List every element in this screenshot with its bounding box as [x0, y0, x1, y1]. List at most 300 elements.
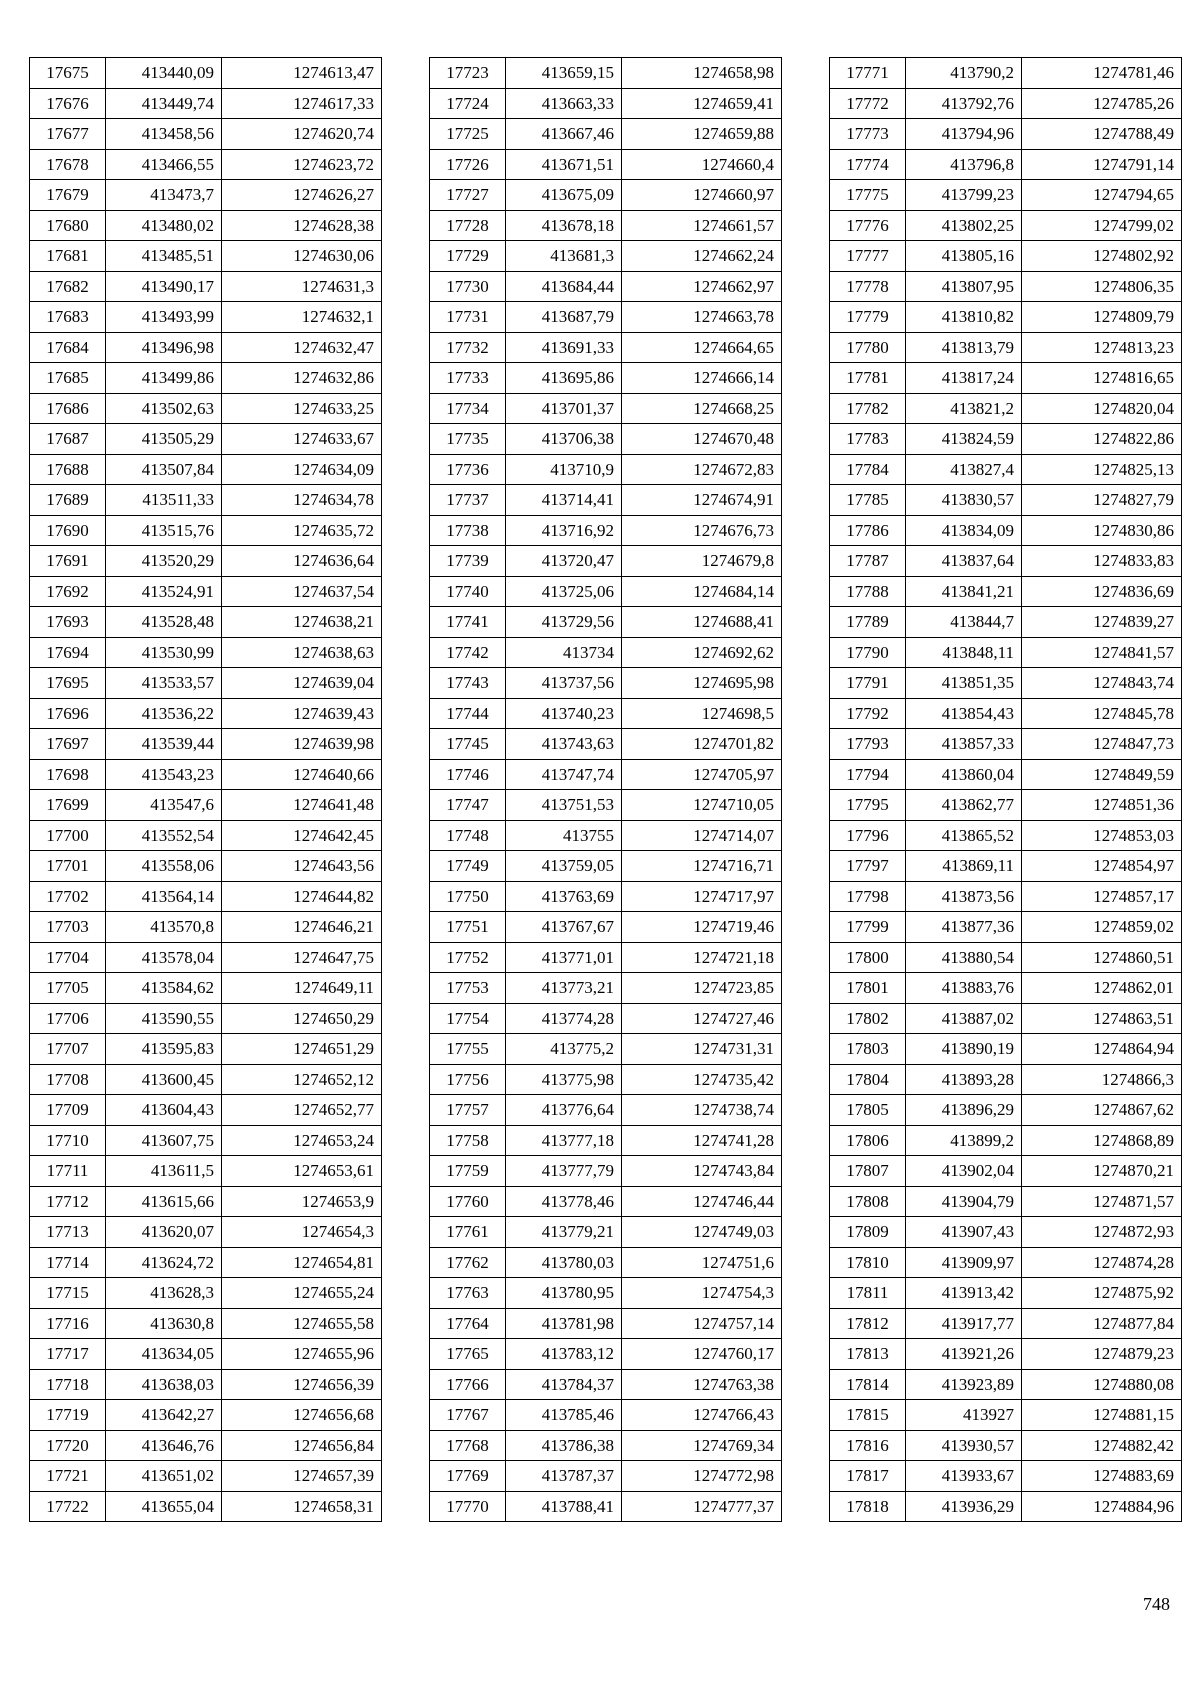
table-row: [430, 363, 782, 394]
point-number-cell: 17761: [430, 1217, 506, 1248]
y-coordinate-cell: 1274863,51: [1022, 1003, 1182, 1034]
x-coordinate-cell: 413528,48: [106, 607, 222, 638]
y-coordinate-cell: 1274643,56: [222, 851, 382, 882]
y-coordinate-cell: 1274639,43: [222, 698, 382, 729]
x-coordinate-cell: 413880,54: [906, 942, 1022, 973]
y-coordinate-cell: 1274701,82: [622, 729, 782, 760]
y-coordinate-cell: 1274613,47: [222, 58, 382, 89]
table-row: [830, 302, 1182, 333]
y-coordinate-cell: 1274652,12: [222, 1064, 382, 1095]
point-number-cell: 17708: [30, 1064, 106, 1095]
point-number-cell: 17706: [30, 1003, 106, 1034]
table-row: [30, 820, 382, 851]
point-number-cell: 17724: [430, 88, 506, 119]
table-row: [430, 58, 782, 89]
y-coordinate-cell: 1274639,98: [222, 729, 382, 760]
table-row: [830, 1186, 1182, 1217]
point-number-cell: 17781: [830, 363, 906, 394]
x-coordinate-cell: 413458,56: [106, 119, 222, 150]
y-coordinate-cell: 1274656,39: [222, 1369, 382, 1400]
x-coordinate-cell: 413807,95: [906, 271, 1022, 302]
point-number-cell: 17750: [430, 881, 506, 912]
point-number-cell: 17697: [30, 729, 106, 760]
y-coordinate-cell: 1274719,46: [622, 912, 782, 943]
point-number-cell: 17738: [430, 515, 506, 546]
x-coordinate-cell: 413440,09: [106, 58, 222, 89]
point-number-cell: 17811: [830, 1278, 906, 1309]
table-row: [30, 912, 382, 943]
x-coordinate-cell: 413716,92: [506, 515, 622, 546]
x-coordinate-cell: 413490,17: [106, 271, 222, 302]
x-coordinate-cell: 413646,76: [106, 1430, 222, 1461]
point-number-cell: 17808: [830, 1186, 906, 1217]
y-coordinate-cell: 1274657,39: [222, 1461, 382, 1492]
x-coordinate-cell: 413496,98: [106, 332, 222, 363]
table-row: [30, 88, 382, 119]
table-row: [430, 973, 782, 1004]
point-number-cell: 17800: [830, 942, 906, 973]
table-row: [430, 302, 782, 333]
y-coordinate-cell: 1274623,72: [222, 149, 382, 180]
y-coordinate-cell: 1274617,33: [222, 88, 382, 119]
point-number-cell: 17790: [830, 637, 906, 668]
x-coordinate-cell: 413776,64: [506, 1095, 622, 1126]
x-coordinate-cell: 413936,29: [906, 1491, 1022, 1522]
table-row: [830, 1308, 1182, 1339]
point-number-cell: 17713: [30, 1217, 106, 1248]
table-row: [830, 58, 1182, 89]
y-coordinate-cell: 1274849,59: [1022, 759, 1182, 790]
x-coordinate-cell: 413821,2: [906, 393, 1022, 424]
table-row: [430, 1064, 782, 1095]
x-coordinate-cell: 413720,47: [506, 546, 622, 577]
x-coordinate-cell: 413784,37: [506, 1369, 622, 1400]
point-number-cell: 17759: [430, 1156, 506, 1187]
table-row: [430, 1186, 782, 1217]
x-coordinate-cell: 413520,29: [106, 546, 222, 577]
point-number-cell: 17745: [430, 729, 506, 760]
point-number-cell: 17737: [430, 485, 506, 516]
y-coordinate-cell: 1274841,57: [1022, 637, 1182, 668]
x-coordinate-cell: 413759,05: [506, 851, 622, 882]
table-row: [30, 1278, 382, 1309]
y-coordinate-cell: 1274870,21: [1022, 1156, 1182, 1187]
point-number-cell: 17676: [30, 88, 106, 119]
table-row: [830, 1430, 1182, 1461]
x-coordinate-cell: 413671,51: [506, 149, 622, 180]
point-number-cell: 17786: [830, 515, 906, 546]
y-coordinate-cell: 1274638,21: [222, 607, 382, 638]
x-coordinate-cell: 413805,16: [906, 241, 1022, 272]
point-number-cell: 17729: [430, 241, 506, 272]
table-row: [830, 515, 1182, 546]
table-row: [430, 546, 782, 577]
x-coordinate-cell: 413543,23: [106, 759, 222, 790]
point-number-cell: 17751: [430, 912, 506, 943]
x-coordinate-cell: 413837,64: [906, 546, 1022, 577]
table-row: [30, 1339, 382, 1370]
y-coordinate-cell: 1274626,27: [222, 180, 382, 211]
table-row: [830, 363, 1182, 394]
x-coordinate-cell: 413595,83: [106, 1034, 222, 1065]
table-row: [30, 393, 382, 424]
y-coordinate-cell: 1274825,13: [1022, 454, 1182, 485]
x-coordinate-cell: 413480,02: [106, 210, 222, 241]
x-coordinate-cell: 413860,04: [906, 759, 1022, 790]
point-number-cell: 17725: [430, 119, 506, 150]
table-row: [430, 1095, 782, 1126]
table-row: [30, 698, 382, 729]
y-coordinate-cell: 1274851,36: [1022, 790, 1182, 821]
table-row: [830, 973, 1182, 1004]
table-row: [830, 1491, 1182, 1522]
point-number-cell: 17758: [430, 1125, 506, 1156]
table-row: [30, 1186, 382, 1217]
table-row: [430, 1339, 782, 1370]
x-coordinate-cell: 413675,09: [506, 180, 622, 211]
table-row: [430, 942, 782, 973]
point-number-cell: 17801: [830, 973, 906, 1004]
coordinate-table-body: [30, 58, 382, 1522]
table-row: [430, 149, 782, 180]
y-coordinate-cell: 1274672,83: [622, 454, 782, 485]
x-coordinate-cell: 413873,56: [906, 881, 1022, 912]
page-number: 748: [1143, 1594, 1170, 1614]
table-row: [30, 241, 382, 272]
point-number-cell: 17717: [30, 1339, 106, 1370]
table-row: [30, 180, 382, 211]
x-coordinate-cell: 413547,6: [106, 790, 222, 821]
point-number-cell: 17772: [830, 88, 906, 119]
point-number-cell: 17803: [830, 1034, 906, 1065]
y-coordinate-cell: 1274635,72: [222, 515, 382, 546]
point-number-cell: 17739: [430, 546, 506, 577]
y-coordinate-cell: 1274735,42: [622, 1064, 782, 1095]
table-row: [430, 1400, 782, 1431]
x-coordinate-cell: 413667,46: [506, 119, 622, 150]
table-row: [830, 210, 1182, 241]
y-coordinate-cell: 1274647,75: [222, 942, 382, 973]
table-row: [30, 1217, 382, 1248]
point-number-cell: 17731: [430, 302, 506, 333]
y-coordinate-cell: 1274882,42: [1022, 1430, 1182, 1461]
x-coordinate-cell: 413844,7: [906, 607, 1022, 638]
point-number-cell: 17707: [30, 1034, 106, 1065]
table-row: [830, 88, 1182, 119]
point-number-cell: 17782: [830, 393, 906, 424]
x-coordinate-cell: 413624,72: [106, 1247, 222, 1278]
y-coordinate-cell: 1274692,62: [622, 637, 782, 668]
table-row: [830, 668, 1182, 699]
table-row: [430, 607, 782, 638]
y-coordinate-cell: 1274822,86: [1022, 424, 1182, 455]
x-coordinate-cell: 413502,63: [106, 393, 222, 424]
x-coordinate-cell: 413539,44: [106, 729, 222, 760]
y-coordinate-cell: 1274662,24: [622, 241, 782, 272]
y-coordinate-cell: 1274727,46: [622, 1003, 782, 1034]
y-coordinate-cell: 1274791,14: [1022, 149, 1182, 180]
table-row: [30, 1400, 382, 1431]
y-coordinate-cell: 1274716,71: [622, 851, 782, 882]
table-row: [30, 546, 382, 577]
y-coordinate-cell: 1274641,48: [222, 790, 382, 821]
y-coordinate-cell: 1274862,01: [1022, 973, 1182, 1004]
table-row: [430, 1491, 782, 1522]
point-number-cell: 17749: [430, 851, 506, 882]
table-row: [830, 881, 1182, 912]
table-row: [30, 302, 382, 333]
x-coordinate-cell: 413893,28: [906, 1064, 1022, 1095]
x-coordinate-cell: 413584,62: [106, 973, 222, 1004]
table-row: [830, 851, 1182, 882]
x-coordinate-cell: 413830,57: [906, 485, 1022, 516]
point-number-cell: 17784: [830, 454, 906, 485]
point-number-cell: 17694: [30, 637, 106, 668]
point-number-cell: 17733: [430, 363, 506, 394]
x-coordinate-cell: 413824,59: [906, 424, 1022, 455]
x-coordinate-cell: 413775,98: [506, 1064, 622, 1095]
x-coordinate-cell: 413933,67: [906, 1461, 1022, 1492]
table-row: [830, 149, 1182, 180]
x-coordinate-cell: 413813,79: [906, 332, 1022, 363]
x-coordinate-cell: 413887,02: [906, 1003, 1022, 1034]
point-number-cell: 17804: [830, 1064, 906, 1095]
x-coordinate-cell: 413787,37: [506, 1461, 622, 1492]
point-number-cell: 17748: [430, 820, 506, 851]
point-number-cell: 17747: [430, 790, 506, 821]
x-coordinate-cell: 413743,63: [506, 729, 622, 760]
point-number-cell: 17699: [30, 790, 106, 821]
point-number-cell: 17809: [830, 1217, 906, 1248]
table-row: [30, 149, 382, 180]
y-coordinate-cell: 1274662,97: [622, 271, 782, 302]
x-coordinate-cell: 413899,2: [906, 1125, 1022, 1156]
x-coordinate-cell: 413785,46: [506, 1400, 622, 1431]
x-coordinate-cell: 413634,05: [106, 1339, 222, 1370]
table-row: [830, 576, 1182, 607]
table-row: [430, 454, 782, 485]
point-number-cell: 17680: [30, 210, 106, 241]
table-row: [30, 881, 382, 912]
table-row: [430, 881, 782, 912]
table-row: [430, 332, 782, 363]
y-coordinate-cell: 1274633,25: [222, 393, 382, 424]
point-number-cell: 17810: [830, 1247, 906, 1278]
point-number-cell: 17723: [430, 58, 506, 89]
x-coordinate-cell: 413810,82: [906, 302, 1022, 333]
x-coordinate-cell: 413493,99: [106, 302, 222, 333]
point-number-cell: 17779: [830, 302, 906, 333]
point-number-cell: 17728: [430, 210, 506, 241]
y-coordinate-cell: 1274631,3: [222, 271, 382, 302]
x-coordinate-cell: 413827,4: [906, 454, 1022, 485]
x-coordinate-cell: 413740,23: [506, 698, 622, 729]
x-coordinate-cell: 413877,36: [906, 912, 1022, 943]
point-number-cell: 17798: [830, 881, 906, 912]
y-coordinate-cell: 1274874,28: [1022, 1247, 1182, 1278]
x-coordinate-cell: 413771,01: [506, 942, 622, 973]
y-coordinate-cell: 1274871,57: [1022, 1186, 1182, 1217]
table-row: [30, 1491, 382, 1522]
y-coordinate-cell: 1274820,04: [1022, 393, 1182, 424]
table-row: [30, 332, 382, 363]
x-coordinate-cell: 413817,24: [906, 363, 1022, 394]
y-coordinate-cell: 1274676,73: [622, 515, 782, 546]
y-coordinate-cell: 1274634,09: [222, 454, 382, 485]
x-coordinate-cell: 413590,55: [106, 1003, 222, 1034]
y-coordinate-cell: 1274649,11: [222, 973, 382, 1004]
y-coordinate-cell: 1274653,24: [222, 1125, 382, 1156]
table-row: [430, 820, 782, 851]
y-coordinate-cell: 1274836,69: [1022, 576, 1182, 607]
y-coordinate-cell: 1274688,41: [622, 607, 782, 638]
point-number-cell: 17688: [30, 454, 106, 485]
table-row: [430, 851, 782, 882]
x-coordinate-cell: 413890,19: [906, 1034, 1022, 1065]
table-row: [430, 1461, 782, 1492]
table-row: [30, 515, 382, 546]
x-coordinate-cell: 413638,03: [106, 1369, 222, 1400]
y-coordinate-cell: 1274695,98: [622, 668, 782, 699]
x-coordinate-cell: 413857,33: [906, 729, 1022, 760]
y-coordinate-cell: 1274781,46: [1022, 58, 1182, 89]
y-coordinate-cell: 1274757,14: [622, 1308, 782, 1339]
y-coordinate-cell: 1274859,02: [1022, 912, 1182, 943]
x-coordinate-cell: 413515,76: [106, 515, 222, 546]
table-row: [430, 668, 782, 699]
y-coordinate-cell: 1274714,07: [622, 820, 782, 851]
y-coordinate-cell: 1274653,61: [222, 1156, 382, 1187]
table-row: [430, 210, 782, 241]
table-row: [30, 942, 382, 973]
y-coordinate-cell: 1274655,58: [222, 1308, 382, 1339]
y-coordinate-cell: 1274868,89: [1022, 1125, 1182, 1156]
x-coordinate-cell: 413729,56: [506, 607, 622, 638]
point-number-cell: 17816: [830, 1430, 906, 1461]
x-coordinate-cell: 413684,44: [506, 271, 622, 302]
point-number-cell: 17752: [430, 942, 506, 973]
point-number-cell: 17813: [830, 1339, 906, 1370]
point-number-cell: 17683: [30, 302, 106, 333]
y-coordinate-cell: 1274679,8: [622, 546, 782, 577]
point-number-cell: 17709: [30, 1095, 106, 1126]
x-coordinate-cell: 413706,38: [506, 424, 622, 455]
point-number-cell: 17705: [30, 973, 106, 1004]
point-number-cell: 17742: [430, 637, 506, 668]
y-coordinate-cell: 1274794,65: [1022, 180, 1182, 211]
point-number-cell: 17721: [30, 1461, 106, 1492]
x-coordinate-cell: 413751,53: [506, 790, 622, 821]
table-row: [30, 1003, 382, 1034]
table-row: [30, 576, 382, 607]
y-coordinate-cell: 1274723,85: [622, 973, 782, 1004]
x-coordinate-cell: 413778,46: [506, 1186, 622, 1217]
table-row: [30, 759, 382, 790]
coordinate-table-2: [429, 57, 782, 1522]
x-coordinate-cell: 413904,79: [906, 1186, 1022, 1217]
table-row: [830, 942, 1182, 973]
y-coordinate-cell: 1274639,04: [222, 668, 382, 699]
x-coordinate-cell: 413485,51: [106, 241, 222, 272]
x-coordinate-cell: 413524,91: [106, 576, 222, 607]
x-coordinate-cell: 413930,57: [906, 1430, 1022, 1461]
x-coordinate-cell: 413734: [506, 637, 622, 668]
table-row: [30, 851, 382, 882]
table-row: [30, 729, 382, 760]
table-row: [830, 759, 1182, 790]
x-coordinate-cell: 413763,69: [506, 881, 622, 912]
point-number-cell: 17744: [430, 698, 506, 729]
table-row: [430, 1247, 782, 1278]
table-row: [30, 637, 382, 668]
x-coordinate-cell: 413865,52: [906, 820, 1022, 851]
x-coordinate-cell: 413780,95: [506, 1278, 622, 1309]
point-number-cell: 17704: [30, 942, 106, 973]
point-number-cell: 17693: [30, 607, 106, 638]
y-coordinate-cell: 1274816,65: [1022, 363, 1182, 394]
table-row: [830, 637, 1182, 668]
point-number-cell: 17773: [830, 119, 906, 150]
table-row: [30, 1125, 382, 1156]
table-row: [830, 698, 1182, 729]
y-coordinate-cell: 1274659,41: [622, 88, 782, 119]
point-number-cell: 17685: [30, 363, 106, 394]
y-coordinate-cell: 1274731,31: [622, 1034, 782, 1065]
y-coordinate-cell: 1274763,38: [622, 1369, 782, 1400]
point-number-cell: 17815: [830, 1400, 906, 1431]
point-number-cell: 17818: [830, 1491, 906, 1522]
point-number-cell: 17732: [430, 332, 506, 363]
table-row: [430, 1308, 782, 1339]
table-row: [30, 1247, 382, 1278]
point-number-cell: 17681: [30, 241, 106, 272]
point-number-cell: 17794: [830, 759, 906, 790]
point-number-cell: 17722: [30, 1491, 106, 1522]
table-row: [830, 271, 1182, 302]
x-coordinate-cell: 413747,74: [506, 759, 622, 790]
point-number-cell: 17814: [830, 1369, 906, 1400]
point-number-cell: 17775: [830, 180, 906, 211]
y-coordinate-cell: 1274877,84: [1022, 1308, 1182, 1339]
point-number-cell: 17777: [830, 241, 906, 272]
point-number-cell: 17684: [30, 332, 106, 363]
y-coordinate-cell: 1274866,3: [1022, 1064, 1182, 1095]
y-coordinate-cell: 1274655,96: [222, 1339, 382, 1370]
table-row: [430, 729, 782, 760]
point-number-cell: 17696: [30, 698, 106, 729]
table-row: [30, 1095, 382, 1126]
table-row: [30, 790, 382, 821]
point-number-cell: 17698: [30, 759, 106, 790]
point-number-cell: 17796: [830, 820, 906, 851]
point-number-cell: 17710: [30, 1125, 106, 1156]
y-coordinate-cell: 1274644,82: [222, 881, 382, 912]
point-number-cell: 17769: [430, 1461, 506, 1492]
x-coordinate-cell: 413533,57: [106, 668, 222, 699]
table-row: [430, 790, 782, 821]
x-coordinate-cell: 413848,11: [906, 637, 1022, 668]
x-coordinate-cell: 413507,84: [106, 454, 222, 485]
y-coordinate-cell: 1274670,48: [622, 424, 782, 455]
x-coordinate-cell: 413783,12: [506, 1339, 622, 1370]
table-row: [830, 546, 1182, 577]
x-coordinate-cell: 413600,45: [106, 1064, 222, 1095]
point-number-cell: 17700: [30, 820, 106, 851]
point-number-cell: 17679: [30, 180, 106, 211]
point-number-cell: 17741: [430, 607, 506, 638]
y-coordinate-cell: 1274769,34: [622, 1430, 782, 1461]
x-coordinate-cell: 413796,8: [906, 149, 1022, 180]
